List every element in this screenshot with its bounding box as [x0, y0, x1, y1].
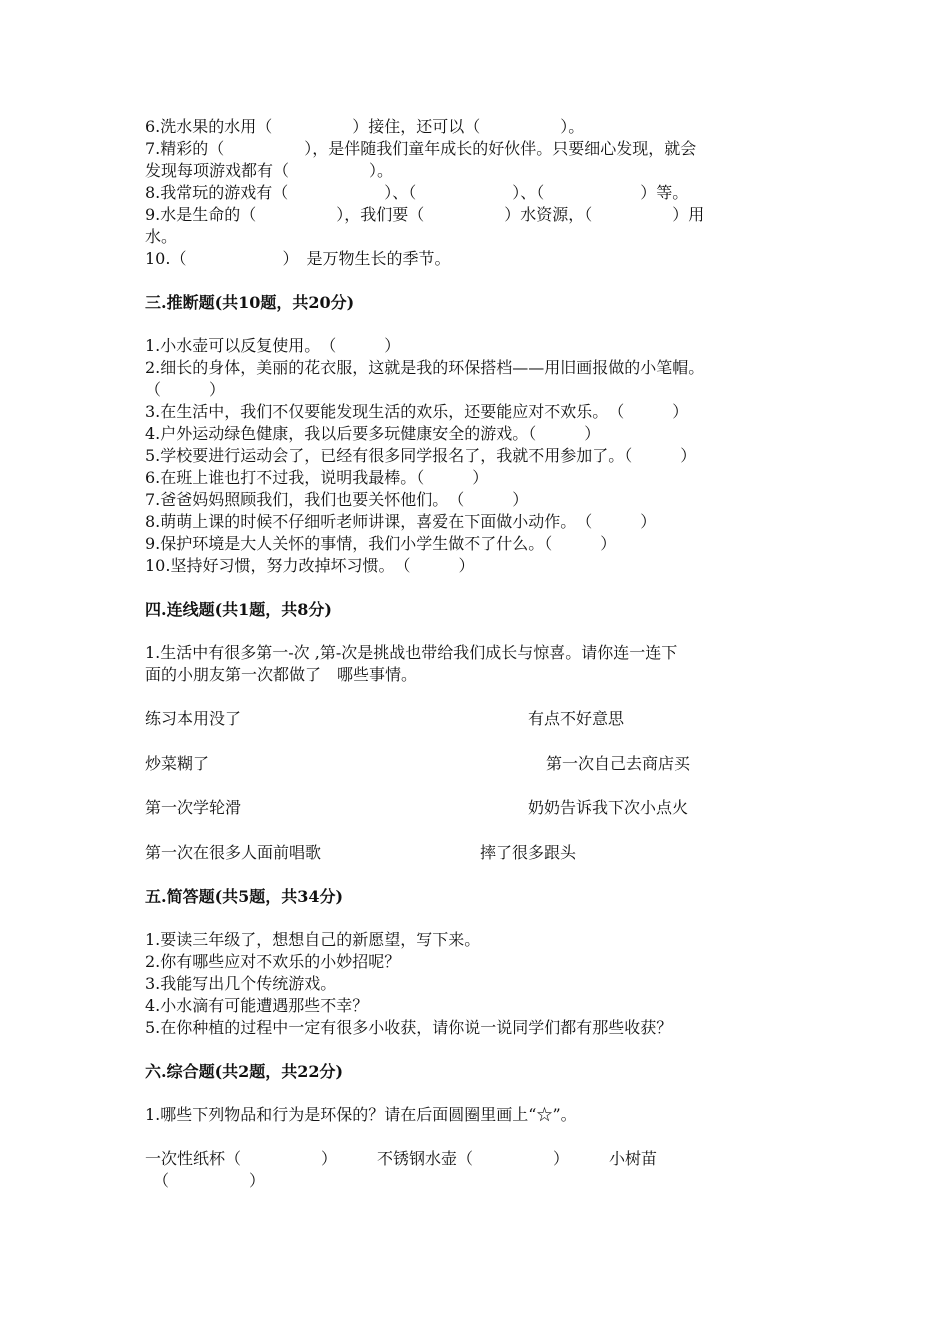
matching-question-line1: 1.生活中有很多第一-次 ,第-次是挑战也带给我们成长与惊喜。请你连一连下 [145, 643, 678, 662]
section-title-judgement: 三.推断题(共10题，共20分) [145, 293, 355, 312]
short-answer-item-1: 1.要读三年级了，想想自己的新愿望，写下来。 [145, 930, 481, 949]
judgement-item-10: 10.坚持好习惯，努力改掉坏习惯。 （ ） [145, 556, 475, 575]
fill-item-6: 6.洗水果的水用（ ）接住，还可以（ ）。 [145, 117, 585, 136]
fill-item-9-line2: 水。 [145, 227, 178, 246]
matching-right-item: 有点不好意思 [528, 709, 625, 728]
matching-right-item: 摔了很多跟头 [480, 843, 577, 862]
matching-row [145, 797, 810, 819]
comprehensive-options-line1: 一次性纸杯（ ） 不锈钢水壶（ ） 小树苗 [145, 1149, 658, 1168]
judgement-item-4: 4.户外运动绿色健康，我以后要多玩健康安全的游戏。（ ） [145, 424, 601, 443]
judgement-item-2-line2: （ ） [145, 380, 226, 399]
fill-item-7-line1: 7.精彩的（ ），是伴随我们童年成长的好伙伴。只要细心发现，就会 [145, 139, 697, 158]
matching-row [145, 753, 810, 775]
judgement-item-3: 3.在生活中，我们不仅要能发现生活的欢乐，还要能应对不欢乐。 （ ） [145, 402, 689, 421]
matching-row [145, 708, 810, 730]
judgement-item-2-line1: 2.细长的身体，美丽的花衣服，这就是我的环保搭档——用旧画报做的小笔帽。 [145, 358, 705, 377]
worksheet-content [145, 116, 810, 1192]
judgement-list [145, 335, 810, 577]
fill-item-10: 10.（ ） 是万物生长的季节。 [145, 249, 451, 268]
fill-blank-continued [145, 116, 810, 270]
matching-right-item: 第一次自己去商店买 [546, 754, 691, 773]
section-title-short-answer: 五.简答题(共5题，共34分) [145, 887, 344, 906]
section-title-matching: 四.连线题(共1题，共8分) [145, 600, 332, 619]
matching-row [145, 842, 810, 864]
matching-left-item: 炒菜糊了 [145, 754, 210, 773]
fill-item-9-line1: 9.水是生命的（ ），我们要（ ）水资源，（ ）用 [145, 205, 705, 224]
matching-left-item: 练习本用没了 [145, 709, 242, 728]
short-answer-item-5: 5.在你种植的过程中一定有很多小收获，请你说一说同学们都有那些收获？ [145, 1018, 673, 1037]
matching-right-item: 奶奶告诉我下次小点火 [528, 798, 689, 817]
comprehensive-options-line2: （ ） [153, 1171, 266, 1190]
judgement-item-6: 6.在班上谁也打不过我，说明我最棒。（ ） [145, 468, 489, 487]
matching-left-item: 第一次学轮滑 [145, 798, 242, 817]
matching-question-line2: 面的小朋友第一次都做了 哪些事情。 [145, 665, 418, 684]
short-answer-item-4: 4.小水滴有可能遭遇那些不幸？ [145, 996, 369, 1015]
judgement-item-8: 8.萌萌上课的时候不仔细听老师讲课，喜爱在下面做小动作。 （ ） [145, 512, 657, 531]
short-answer-list [145, 929, 810, 1039]
judgement-item-5: 5.学校要进行运动会了，已经有很多同学报名了，我就不用参加了。（ ） [145, 446, 697, 465]
fill-item-8: 8.我常玩的游戏有（ ）、（ ）、（ ）等。 [145, 183, 689, 202]
judgement-item-7: 7.爸爸妈妈照顾我们，我们也要关怀他们。 （ ） [145, 490, 529, 509]
short-answer-item-2: 2.你有哪些应对不欢乐的小妙招呢？ [145, 952, 401, 971]
section-title-comprehensive: 六.综合题(共2题，共22分) [145, 1062, 344, 1081]
comprehensive-question: 1.哪些下列物品和行为是环保的？请在后面圆圈里画上“☆”。 [145, 1105, 577, 1124]
judgement-item-1: 1.小水壶可以反复使用。 （ ） [145, 336, 401, 355]
short-answer-item-3: 3.我能写出几个传统游戏。 [145, 974, 337, 993]
fill-item-7-line2: 发现每项游戏都有（ ）。 [145, 161, 394, 180]
matching-left-item: 第一次在很多人面前唱歌 [145, 843, 322, 862]
judgement-item-9: 9.保护环境是大人关怀的事情，我们小学生做不了什么。（ ） [145, 534, 617, 553]
